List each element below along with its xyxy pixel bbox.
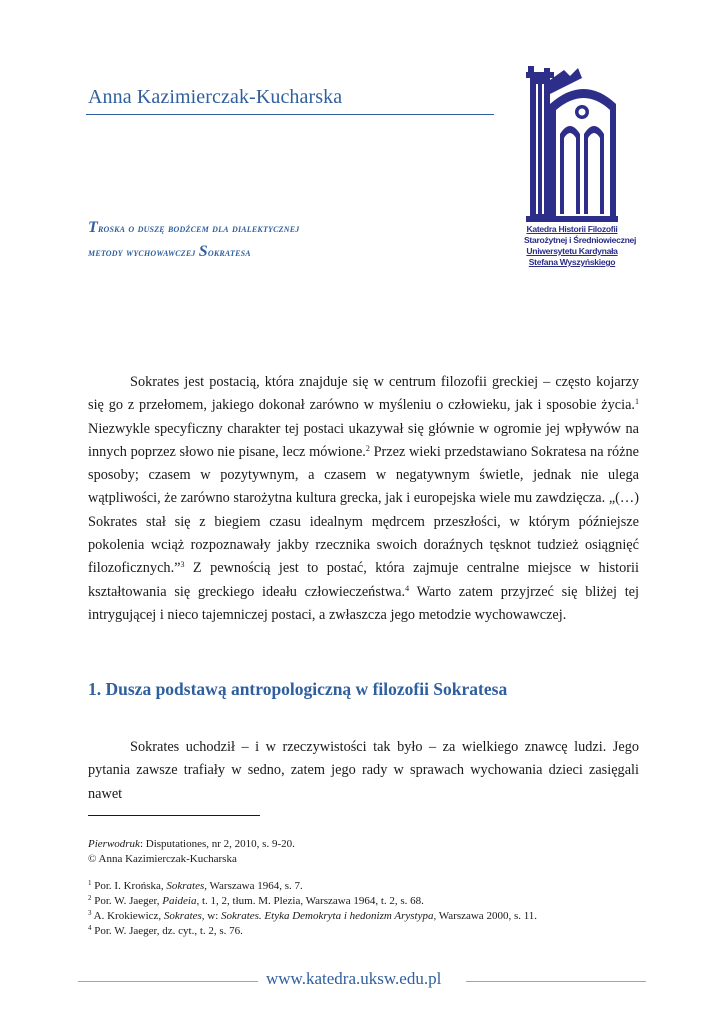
logo-line-3: Uniwersytetu Kardynała	[526, 246, 618, 256]
footnote-ref-2: 2	[365, 443, 370, 453]
footnote-ref-3: 3	[180, 560, 185, 570]
article-title	[88, 216, 508, 264]
footnote-1: $^1$ Por. I. Krońska, Sokrates, Warszawa 1964, s. 7.	[88, 879, 303, 892]
footer-url[interactable]: www.katedra.uksw.edu.pl	[266, 969, 442, 988]
logo-line-2: Starożytnej i Średniowiecznej	[524, 235, 637, 245]
section-heading: 1. Dusza podstawą antropologiczną w filozofii Sokratesa	[88, 679, 508, 699]
footnote-ref-4: 4	[405, 583, 410, 593]
author-name: Anna Kazimierczak-Kucharska	[88, 86, 343, 108]
section-paragraph: Sokrates uchodził – i w rzeczywistości tak było – za wielkiego znawcę ludzi. Jego pytania zawsze trafiały w sedno, zatem jego rady w sprawach wychowania dzieci zasięgali nawet	[88, 739, 639, 802]
intro-paragraph: Sokrates jest postacią, która znajduje się w centrum filozofii greckiej – często kojarzy się go z przełomem, jakiego dokonał zarówno w myśleniu o człowieku, jak i sposobie życia.$^1$ Niezwykle specyficzny charakter tej postaci ukazywał się głównie w ogromie jej wpływów na innych poprzez słowo nie pisane, lecz mówione.$^2$ Przez wieki przedstawiano Sokratesa na różne sposoby; czasem w pozytywnym, a czasem w negatywnym świetle, jednak nie ulega wątpliwości, że zarówno starożytna kultura grecka, jak i europejska wiele mu zawdzięcza. „(…) Sokrates stał się z biegiem czasu idealnym mędrcem przeszłości, w którym późniejsze pokolenia wciąż rozpoznawały jakby rzecznika swoich doraźnych tęsknot tudzież osiągnięć filozoficznych.”$^3$ Z pewnością jest to postać, która zajmuje centralne miejsce w historii kształtowania się greckiego ideału człowieczeństwa.$^4$ Warto zatem przyjrzeć się bliżej tej intrygującej i nieco tajemniczej postaci, a zwłaszcza jego metodzie wychowawczej.	[88, 374, 640, 623]
copyright-note: © Anna Kazimierczak-Kucharska	[88, 853, 237, 865]
footnote-ref-1: 1	[635, 397, 639, 407]
title-line-2: metody wychowawczej Sokratesa	[88, 243, 251, 260]
footnote-separator	[88, 815, 260, 816]
department-logo	[524, 64, 637, 278]
footnote-2: $^2$ Por. W. Jaeger, Paideia, t. 1, 2, tłum. M. Plezia, Warszawa 1964, t. 2, s. 68.	[88, 894, 424, 907]
footnote-3: $^3$ A. Krokiewicz, Sokrates, w: Sokrates. Etyka Demokryta i hedonizm Arystypa, Warszawa 2000, s. 11.	[88, 909, 538, 922]
logo-line-4: Stefana Wyszyńskiego	[528, 257, 616, 267]
source-note: Pierwodruk: Disputationes, nr 2, 2010, s. 9-20.	[88, 838, 295, 850]
footer-rule-right	[466, 981, 646, 982]
logo-line-1: Katedra Historii Filozofii	[526, 224, 618, 234]
footnote-4: $^4$ Por. W. Jaeger, dz. cyt., t. 2, s. 76.	[88, 924, 243, 937]
cathedral-ruin-icon	[524, 64, 620, 224]
author-underline	[86, 114, 494, 115]
title-line-1: Troska o duszę bodźcem dla dialektycznej	[88, 219, 300, 236]
footer-rule-left	[78, 981, 258, 982]
